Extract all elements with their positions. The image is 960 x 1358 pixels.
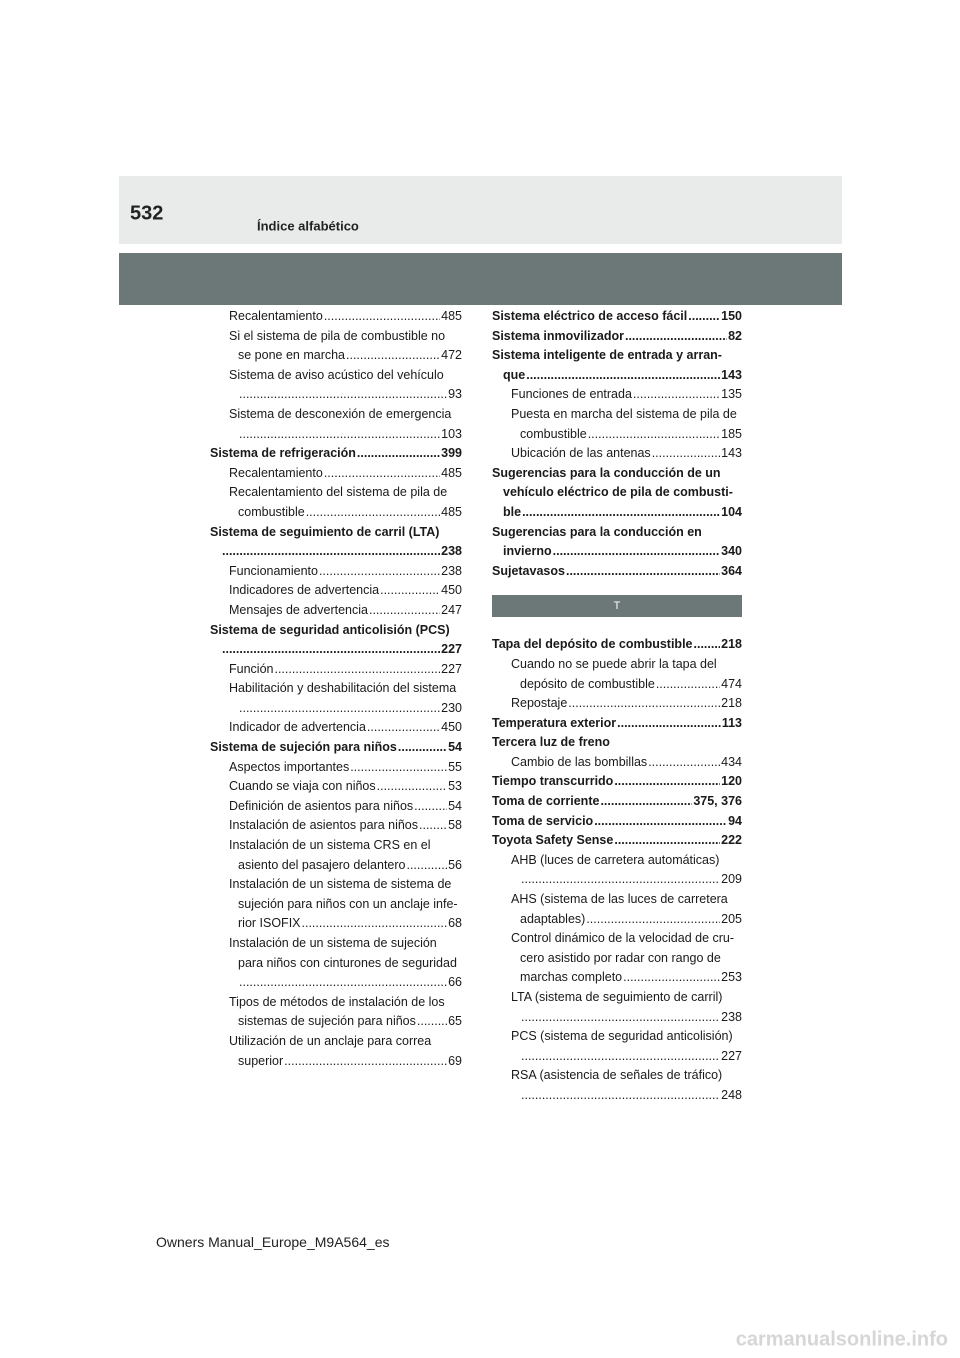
page-ref: 120 (721, 774, 742, 789)
index-entry (210, 581, 462, 601)
dot-leader (302, 914, 448, 934)
page-ref: 218 (721, 637, 742, 652)
index-entry (210, 444, 462, 464)
entry-text: rior ISOFIX (238, 916, 301, 931)
index-entry (492, 675, 742, 695)
page-ref: 253 (721, 970, 742, 985)
dot-leader (419, 816, 447, 836)
page-ref: 485 (441, 504, 462, 519)
page-ref: 364 (721, 563, 742, 578)
index-entry (210, 777, 462, 797)
index-entry (492, 910, 742, 930)
index-entry (492, 772, 742, 792)
entry-text: Si el sistema de pila de combustible no (229, 328, 446, 343)
index-entry (210, 1052, 462, 1072)
index-entry (492, 1086, 742, 1106)
dot-leader (553, 542, 721, 562)
index-entry (492, 483, 742, 503)
watermark: carmanualsonline.info (735, 1328, 948, 1351)
entry-text: depósito de combustible (520, 676, 655, 691)
index-entry (210, 934, 462, 954)
dot-leader (414, 797, 447, 817)
dot-leader (688, 307, 720, 327)
index-entry (492, 1047, 742, 1067)
index-right-top (492, 307, 742, 581)
index-entry (492, 327, 742, 347)
index-entry (210, 327, 462, 347)
entry-text: Sistema de seguimiento de carril (LTA) (210, 524, 440, 539)
index-entry (492, 851, 742, 871)
entry-text: asiento del pasajero delantero (238, 857, 406, 872)
entry-text: Indicadores de advertencia (229, 583, 380, 598)
index-entry (210, 307, 462, 327)
index-entry (492, 949, 742, 969)
index-entry (492, 929, 742, 949)
index-entry (210, 562, 462, 582)
dot-leader (614, 831, 720, 851)
index-entry (492, 988, 742, 1008)
entry-text: Sistema de aviso acústico del vehículo (229, 367, 444, 382)
index-entry (492, 405, 742, 425)
index-entry (210, 385, 462, 405)
entry-text: PCS (sistema de seguridad anticolisión) (511, 1029, 733, 1044)
dot-leader (586, 910, 720, 930)
page-ref: 238 (441, 563, 462, 578)
page-ref: 218 (721, 696, 742, 711)
page-number: 532 (130, 202, 164, 225)
index-entry (492, 831, 742, 851)
page-ref: 53 (448, 779, 462, 794)
section-title: Índice alfabético (257, 218, 359, 234)
entry-text: Instalación de un sistema de sujeción (229, 936, 437, 950)
entry-text: Cambio de las bombillas (511, 754, 648, 769)
dot-leader (652, 444, 720, 464)
page-ref: 209 (721, 872, 742, 887)
entry-text: Instalación de un sistema de sistema de (229, 877, 452, 892)
entry-text: Funcionamiento (229, 563, 318, 578)
page-ref: 247 (441, 602, 462, 617)
dot-leader (617, 714, 721, 734)
page-ref: 150 (721, 309, 742, 323)
entry-text: Sujetavasos (492, 563, 565, 578)
dot-leader (377, 777, 447, 797)
dot-leader (417, 1012, 447, 1032)
index-entry (210, 993, 462, 1013)
entry-text: marchas completo (520, 970, 623, 985)
index-entry (210, 954, 462, 974)
entry-text: Funciones de entrada (511, 387, 632, 402)
dot-leader (521, 1086, 720, 1106)
dot-leader (357, 444, 440, 464)
index-entry (492, 968, 742, 988)
dot-leader (600, 792, 692, 812)
index-entry (492, 714, 742, 734)
entry-text: se pone en marcha (238, 348, 346, 363)
dot-leader (633, 385, 720, 405)
page-ref: 143 (721, 446, 742, 461)
index-entry (210, 758, 462, 778)
page-ref: 230 (441, 700, 462, 715)
index-entry (492, 366, 742, 386)
entry-text: Función (229, 661, 274, 676)
index-entry (492, 812, 742, 832)
entry-text: Tercera luz de freno (492, 735, 610, 750)
index-right-bottom (492, 635, 742, 1105)
page-ref: 227 (441, 661, 462, 676)
index-entry (492, 346, 742, 366)
entry-text: que (503, 367, 526, 382)
index-entry (492, 385, 742, 405)
entry-text: Sugerencias para la conducción de un (492, 465, 721, 480)
index-entry (210, 542, 462, 562)
index-entry (492, 1008, 742, 1028)
page-ref: 340 (721, 544, 742, 559)
dot-leader (324, 464, 440, 484)
entry-text: Sistema de desconexión de emergencia (229, 406, 452, 421)
page-ref: 485 (441, 309, 462, 323)
page-ref: 54 (448, 798, 462, 813)
index-entry (210, 1012, 462, 1032)
page-ref: 135 (721, 387, 742, 402)
index-entry (492, 1027, 742, 1047)
index-entry (210, 405, 462, 425)
entry-text: Repostaje (511, 696, 568, 711)
index-entry (492, 523, 742, 543)
dot-leader (367, 718, 440, 738)
dot-leader (521, 1047, 720, 1067)
index-entry (210, 483, 462, 503)
dot-leader (614, 772, 720, 792)
dot-leader (656, 675, 720, 695)
dot-leader (588, 425, 720, 445)
dot-leader (239, 973, 447, 993)
dot-leader (522, 503, 720, 523)
entry-text: Puesta en marcha del sistema de pila de (511, 406, 737, 421)
dot-leader (648, 753, 720, 773)
index-entry (492, 444, 742, 464)
page-ref: 93 (448, 387, 462, 402)
dot-leader (521, 1008, 720, 1028)
entry-text: Sistema de sujeción para niños (210, 740, 397, 755)
dot-leader (350, 758, 447, 778)
entry-text: Tiempo transcurrido (492, 774, 614, 789)
page-ref: 68 (448, 916, 462, 931)
entry-text: Indicador de advertencia (229, 720, 366, 735)
entry-text: Instalación de un sistema CRS en el (229, 838, 431, 853)
entry-text: Sistema de seguridad anticolisión (PCS) (210, 622, 450, 637)
dot-leader (274, 660, 440, 680)
index-entry (210, 679, 462, 699)
index-entry (492, 792, 742, 812)
dot-leader (398, 738, 447, 758)
page-ref: 65 (448, 1014, 462, 1029)
letter-section-t: T (492, 595, 742, 617)
entry-text: Cuando se viaja con niños (229, 779, 376, 794)
index-entry (210, 816, 462, 836)
entry-text: Cuando no se puede abrir la tapa del (511, 656, 717, 671)
dot-leader (380, 581, 440, 601)
entry-text: Toma de corriente (492, 794, 600, 809)
index-entry (492, 464, 742, 484)
entry-text: Sistema de refrigeración (210, 446, 356, 461)
entry-text: Recalentamiento (229, 465, 323, 480)
entry-text: para niños con cinturones de seguridad (238, 955, 457, 970)
entry-text: combustible (520, 426, 587, 441)
entry-text: Habilitación y deshabilitación del sistema (229, 681, 457, 696)
index-entry (492, 542, 742, 562)
dot-leader (306, 503, 440, 523)
index-entry (210, 895, 462, 915)
index-entry (210, 621, 462, 641)
dot-leader (521, 870, 720, 890)
index-entry (210, 718, 462, 738)
index-entry (492, 503, 742, 523)
index-entry (210, 425, 462, 445)
dot-leader (568, 694, 720, 714)
index-entry (210, 973, 462, 993)
page-ref: 227 (721, 1048, 742, 1063)
page-ref: 69 (448, 1053, 462, 1068)
dot-leader (324, 307, 440, 327)
dot-leader (284, 1052, 447, 1072)
page-ref: 248 (721, 1087, 742, 1102)
index-entry (210, 1032, 462, 1052)
dot-leader (623, 968, 720, 988)
dot-leader (694, 635, 721, 655)
index-entry (210, 836, 462, 856)
dot-leader (369, 601, 440, 621)
page-ref: 103 (441, 426, 462, 441)
page-ref: 82 (728, 328, 742, 343)
entry-text: Definición de asientos para niños (229, 798, 414, 813)
page-ref: 238 (721, 1009, 742, 1024)
index-entry (492, 890, 742, 910)
page-ref: 104 (721, 504, 742, 519)
index-entry (210, 601, 462, 621)
header-dark-bar (119, 253, 842, 305)
dot-leader (406, 856, 447, 876)
index-entry (492, 655, 742, 675)
page-ref: 54 (448, 740, 462, 755)
index-left-column (210, 307, 462, 1071)
entry-text: Sistema inmovilizador (492, 328, 624, 343)
page-ref: 94 (728, 813, 742, 828)
index-entry (210, 914, 462, 934)
entry-text: Sistema eléctrico de acceso fácil (492, 309, 688, 323)
entry-text: Instalación de asientos para niños (229, 818, 419, 833)
dot-leader (566, 562, 720, 582)
dot-leader (222, 640, 440, 660)
footer-manual-id: Owners Manual_Europe_M9A564_es (156, 1234, 390, 1250)
entry-text: LTA (sistema de seguimiento de carril) (511, 990, 723, 1004)
dot-leader (625, 327, 727, 347)
page-ref: 66 (448, 975, 462, 990)
index-entry (210, 503, 462, 523)
index-entry (492, 694, 742, 714)
page-ref: 434 (721, 754, 742, 769)
page-ref: 222 (721, 833, 742, 848)
index-entry (210, 699, 462, 719)
entry-text: Toyota Safety Sense (492, 833, 614, 848)
dot-leader (239, 699, 440, 719)
index-entry (210, 738, 462, 758)
index-entry (210, 875, 462, 895)
entry-text: Sistema inteligente de entrada y arran- (492, 348, 722, 363)
entry-text: Sugerencias para la conducción en (492, 524, 702, 539)
entry-text: Temperatura exterior (492, 715, 617, 730)
page-ref: 485 (441, 465, 462, 480)
page-ref: 238 (441, 544, 462, 559)
entry-text: Mensajes de advertencia (229, 602, 368, 617)
index-entry (210, 856, 462, 876)
dot-leader (526, 366, 720, 386)
index-entry (210, 464, 462, 484)
entry-text: Toma de servicio (492, 813, 594, 828)
entry-text: Recalentamiento (229, 309, 323, 323)
entry-text: sistemas de sujeción para niños (238, 1014, 416, 1029)
page-ref: 56 (448, 857, 462, 872)
entry-text: Tipos de métodos de instalación de los (229, 994, 445, 1009)
dot-leader (594, 812, 727, 832)
entry-text: AHS (sistema de las luces de carretera (511, 892, 728, 907)
index-entry (492, 733, 742, 753)
dot-leader (319, 562, 440, 582)
page-ref: 472 (441, 348, 462, 363)
dot-leader (222, 542, 440, 562)
entry-text: superior (238, 1053, 284, 1068)
page-ref: 58 (448, 818, 462, 833)
entry-text: Control dinámico de la velocidad de cru- (511, 931, 735, 946)
index-entry (492, 307, 742, 327)
entry-text: Utilización de un anclaje para correa (229, 1033, 432, 1048)
index-entry (210, 660, 462, 680)
index-entry (210, 797, 462, 817)
page-ref: 143 (721, 367, 742, 382)
index-entry (210, 640, 462, 660)
index-entry (492, 425, 742, 445)
page-ref: 375, 376 (693, 794, 742, 809)
page-ref: 205 (721, 911, 742, 926)
entry-text: adaptables) (520, 911, 586, 926)
entry-text: vehículo eléctrico de pila de combusti- (503, 485, 733, 500)
entry-text: RSA (asistencia de señales de tráfico) (511, 1068, 723, 1083)
entry-text: Aspectos importantes (229, 759, 350, 774)
entry-text: cero asistido por radar con rango de (520, 950, 721, 965)
dot-leader (239, 385, 447, 405)
index-entry (492, 635, 742, 655)
header-band (119, 176, 842, 244)
index-entry (210, 523, 462, 543)
index-entry (492, 1066, 742, 1086)
page-ref: 227 (441, 642, 462, 657)
index-right-column (492, 307, 742, 1106)
entry-text: combustible (238, 504, 305, 519)
index-entry (210, 346, 462, 366)
dot-leader (346, 346, 440, 366)
index-entry (492, 562, 742, 582)
entry-text: Recalentamiento del sistema de pila de (229, 485, 448, 500)
dot-leader (239, 425, 440, 445)
entry-text: Tapa del depósito de combustible (492, 637, 693, 652)
page-ref: 399 (441, 446, 462, 461)
page-ref: 113 (721, 715, 742, 730)
page-ref: 450 (441, 720, 462, 735)
entry-text: ble (503, 504, 522, 519)
index-entry (210, 366, 462, 386)
page-ref: 55 (448, 759, 462, 774)
entry-text: AHB (luces de carretera automáticas) (511, 852, 720, 867)
entry-text: sujeción para niños con un anclaje infe- (238, 896, 458, 911)
page-ref: 450 (441, 583, 462, 598)
index-entry (492, 753, 742, 773)
entry-text: invierno (503, 544, 552, 559)
entry-text: Ubicación de las antenas (511, 446, 651, 461)
index-entry (492, 870, 742, 890)
page-ref: 185 (721, 426, 742, 441)
page-ref: 474 (721, 676, 742, 691)
